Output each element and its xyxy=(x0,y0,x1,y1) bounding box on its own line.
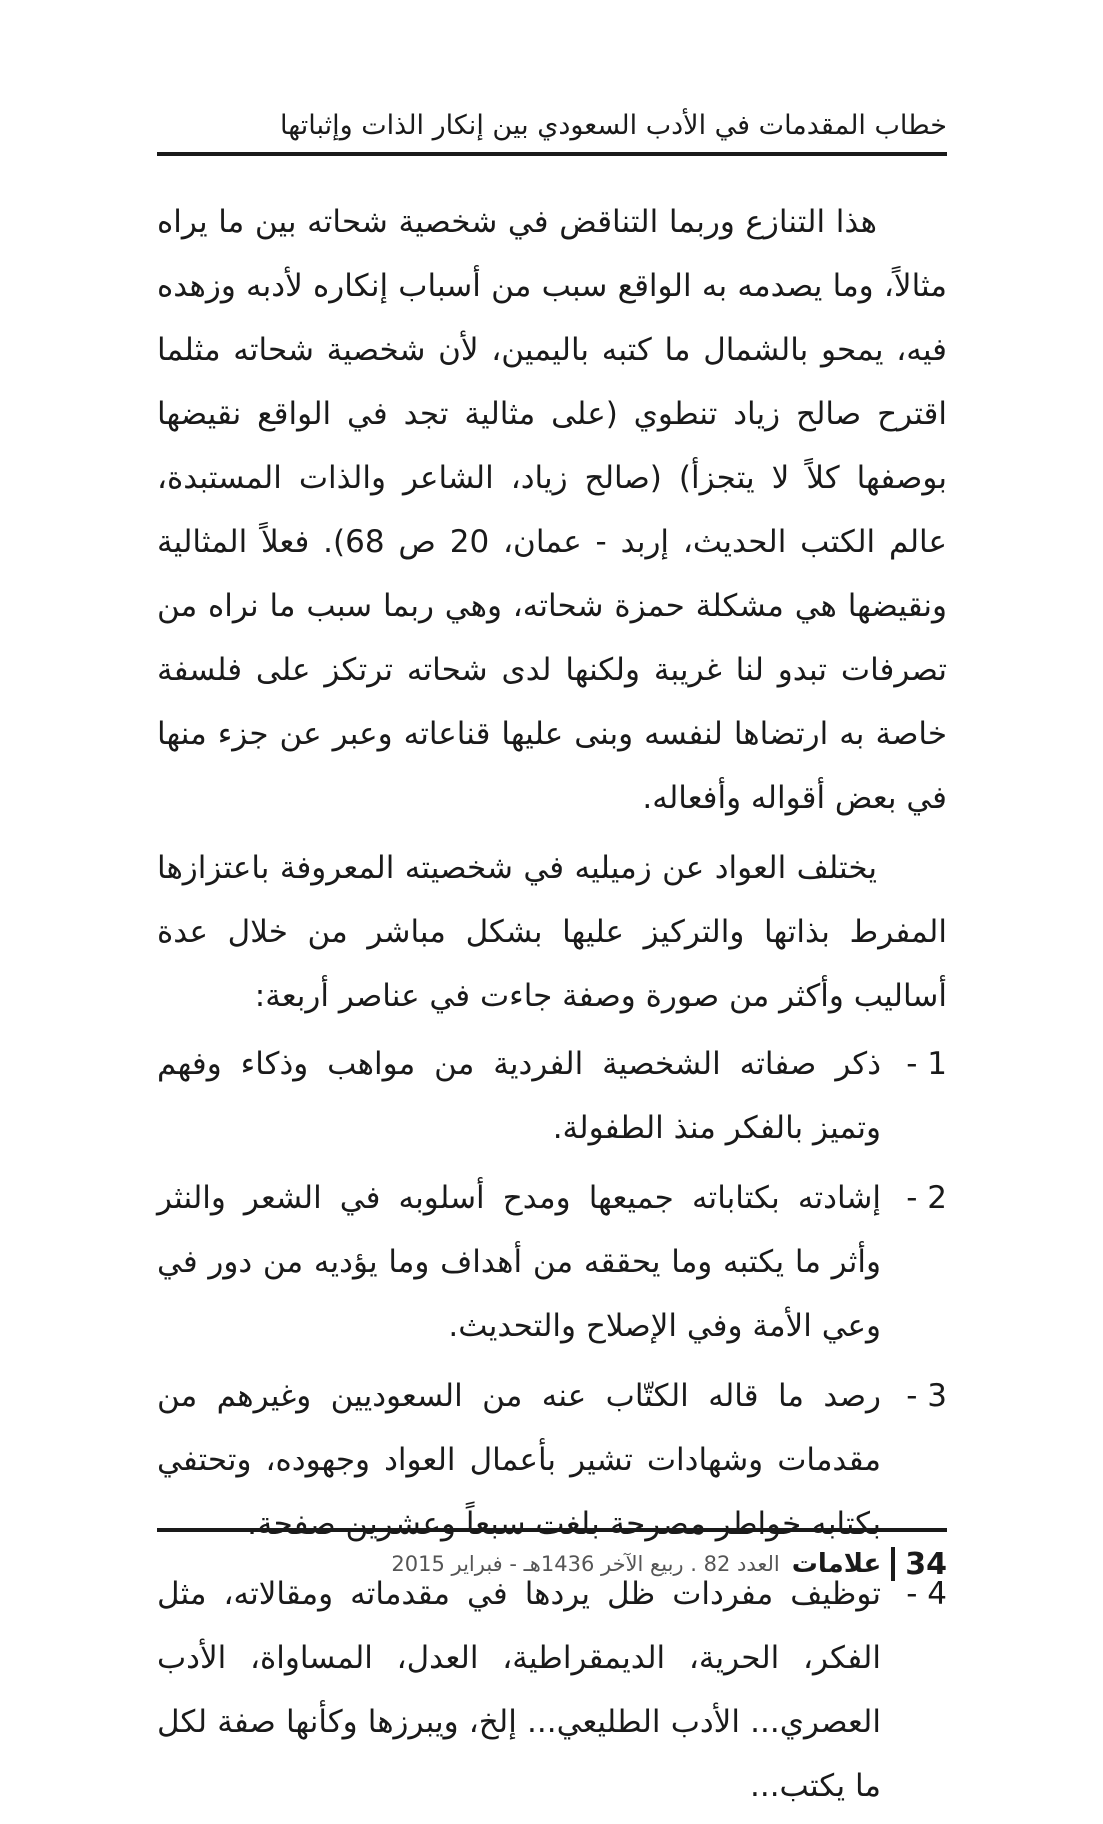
page-footer xyxy=(157,1544,947,1584)
paragraph: هذا التنازع وربما التناقض في شخصية شحاته بين ما يراه مثالاً، وما يصدمه به الواقع سبب من أسباب إنكاره لأدبه وزهده فيه، يمحو بالشمال ما كتبه باليمين، لأن شخصية شحاته مثلما اقترح صالح زياد تنطوي (على مثالية تجد في الواقع نقيضها بوصفها كلاً لا يتجزأ) (صالح زياد، الشاعر والذات المستبدة، عالم الكتب الحديث، إربد - عمان، 20 ص 68). فعلاً المثالية ونقيضها هي مشكلة حمزة شحاته، وهي ربما سبب ما نراه من تصرفات تبدو لنا غريبة ولكنها لدى شحاته ترتكز على فلسفة خاصة به ارتضاها لنفسه وبنى عليها قناعاته وعبر عن جزء منها في بعض أقواله وأفعاله. xyxy=(157,204,947,816)
list-item-text: رصد ما قاله الكتّاب عنه من السعوديين وغيرهم من مقدمات وشهادات تشير بأعمال العواد وجهوده، وتحتفي بكتابه خواطر مصرحة بلغت سبعاً وعشرين صفحة. xyxy=(157,1378,881,1542)
running-header: خطاب المقدمات في الأدب السعودي بين إنكار الذات وإثباتها xyxy=(280,110,947,141)
list-item xyxy=(157,1166,947,1358)
header-rule xyxy=(157,152,947,156)
list-item-text: توظيف مفردات ظل يردها في مقدماته ومقالاته، مثل الفكر، الحرية، الديمقراطية، العدل، المساواة، الأدب العصري... الأدب الطليعي... إلخ، ويبرزها وكأنها صفة لكل ما يكتب... xyxy=(157,1576,881,1804)
journal-name: علامات xyxy=(791,1549,882,1579)
page-number: 34 xyxy=(905,1546,947,1582)
list-item-number: 4 - xyxy=(906,1576,947,1612)
footer-rule xyxy=(157,1528,947,1532)
numbered-list xyxy=(157,1032,947,1818)
footer-separator xyxy=(891,1547,895,1581)
issue-info: العدد 82 . ربيع الآخر 1436هـ - فبراير 2015 xyxy=(391,1552,780,1576)
paragraph: يختلف العواد عن زميليه في شخصيته المعروفة باعتزازها المفرط بذاتها والتركيز عليها بشكل مباشر من خلال عدة أساليب وأكثر من صورة وصفة جاءت في عناصر أربعة: xyxy=(157,850,947,1014)
list-item xyxy=(157,1562,947,1818)
list-item-number: 1 - xyxy=(906,1046,947,1082)
list-item-number: 2 - xyxy=(906,1180,947,1216)
list-item-text: ذكر صفاته الشخصية الفردية من مواهب وذكاء وفهم وتميز بالفكر منذ الطفولة. xyxy=(157,1046,881,1146)
list-item-number: 3 - xyxy=(906,1378,947,1414)
list-item-text: إشادته بكتاباته جميعها ومدح أسلوبه في الشعر والنثر وأثر ما يكتبه وما يحققه من أهداف وما يؤديه من دور في وعي الأمة وفي الإصلاح والتحديث. xyxy=(157,1180,881,1344)
list-item xyxy=(157,1032,947,1160)
